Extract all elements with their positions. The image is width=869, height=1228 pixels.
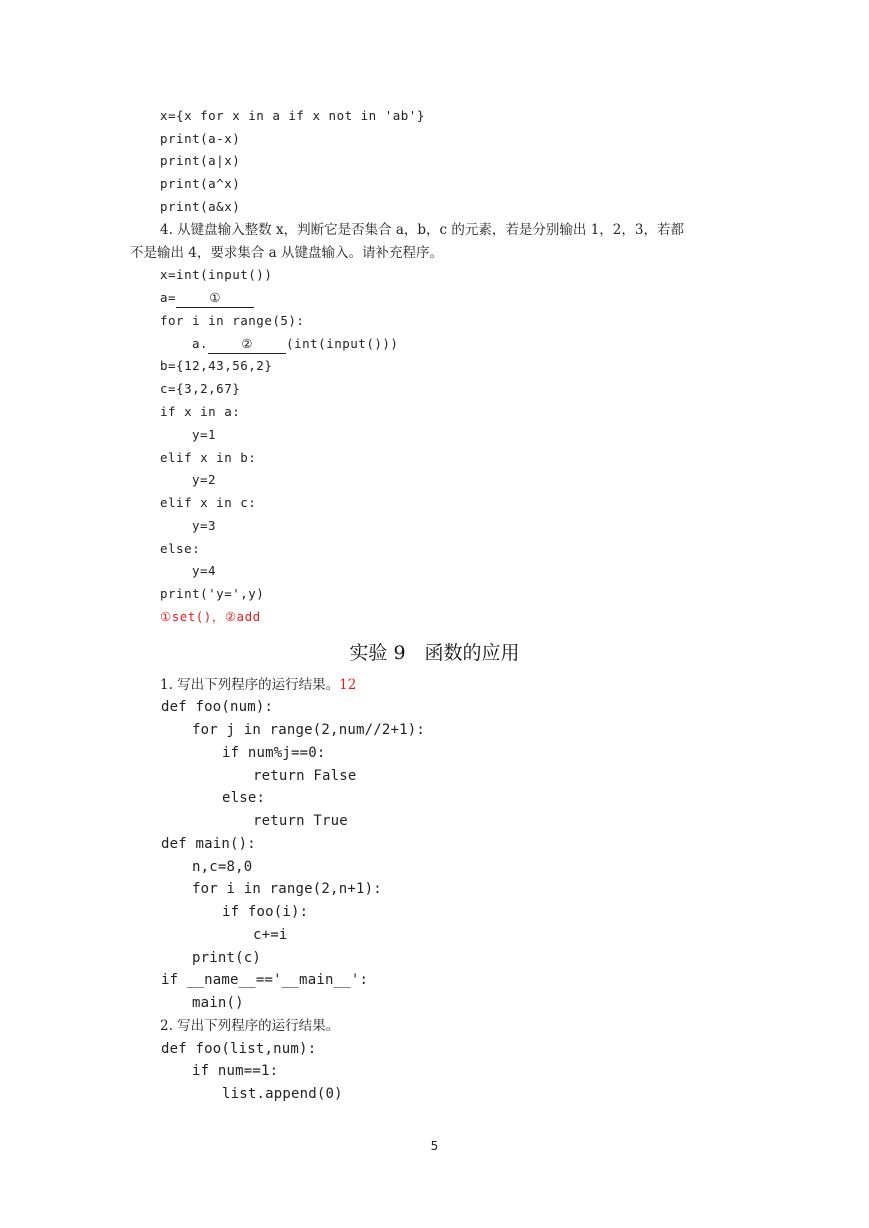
code-line: if __name__=='__main__':: [161, 972, 369, 988]
code-line: def foo(num):: [161, 699, 274, 715]
code-line: y=4: [192, 563, 217, 578]
code-line: n,c=8,0: [192, 859, 253, 875]
question-4-text-line1: 4. 从键盘输入整数 x，判断它是否集合 a，b，c 的元素，若是分别输出 1，2，3，若都: [160, 222, 684, 238]
code-line: b={12,43,56,2}: [160, 358, 273, 373]
code-line-with-blank: [160, 288, 254, 308]
code-text: (int(input())): [286, 336, 399, 351]
code-line: print(c): [192, 950, 262, 966]
code-line: if num%j==0:: [222, 745, 326, 761]
answer-text: ①set()，②add: [160, 609, 261, 624]
code-line: return True: [253, 813, 348, 829]
code-line: else:: [222, 790, 266, 806]
question-2-prompt: 2. 写出下列程序的运行结果。: [160, 1018, 340, 1034]
question-text: 1. 写出下列程序的运行结果。: [160, 677, 340, 693]
code-line: elif x in c:: [160, 495, 257, 510]
code-line: y=1: [192, 427, 217, 442]
code-line: for j in range(2,num//2+1):: [192, 722, 425, 738]
code-line: print(a-x): [160, 131, 241, 146]
code-line: y=2: [192, 472, 217, 487]
code-line: c+=i: [253, 927, 288, 943]
code-line: x=int(input()): [160, 267, 273, 282]
fill-in-blank-1: ①: [176, 289, 254, 308]
code-line: c={3,2,67}: [160, 381, 241, 396]
code-line: x={x for x in a if x not in 'ab'}: [160, 108, 425, 123]
code-text: a.: [192, 336, 209, 351]
code-line: y=3: [192, 518, 217, 533]
question-1-prompt: [160, 675, 356, 695]
code-line: else:: [160, 541, 201, 556]
code-line: for i in range(5):: [160, 313, 305, 328]
code-line: print(a|x): [160, 153, 241, 168]
code-line: print(a&x): [160, 199, 241, 214]
section-heading: 实验 9 函数的应用: [349, 642, 520, 664]
code-line: for i in range(2,n+1):: [192, 881, 382, 897]
answer-text: 12: [339, 677, 357, 693]
question-4-text-line2: 不是输出 4，要求集合 a 从键盘输入。请补充程序。: [130, 245, 444, 261]
page-number: 5: [430, 1139, 439, 1153]
code-text: a=: [160, 290, 177, 305]
code-line: print(a^x): [160, 176, 241, 191]
code-line-with-blank: [192, 334, 398, 354]
code-line: if x in a:: [160, 404, 241, 419]
fill-in-blank-2: ②: [208, 335, 286, 354]
code-line: elif x in b:: [160, 450, 257, 465]
code-line: def foo(list,num):: [161, 1041, 317, 1057]
code-line: if foo(i):: [222, 904, 309, 920]
code-line: main(): [192, 995, 244, 1011]
code-line: def main():: [161, 836, 256, 852]
code-line: return False: [253, 768, 357, 784]
code-line: print('y=',y): [160, 586, 265, 601]
code-line: list.append(0): [222, 1086, 343, 1102]
code-line: if num==1:: [192, 1063, 279, 1079]
